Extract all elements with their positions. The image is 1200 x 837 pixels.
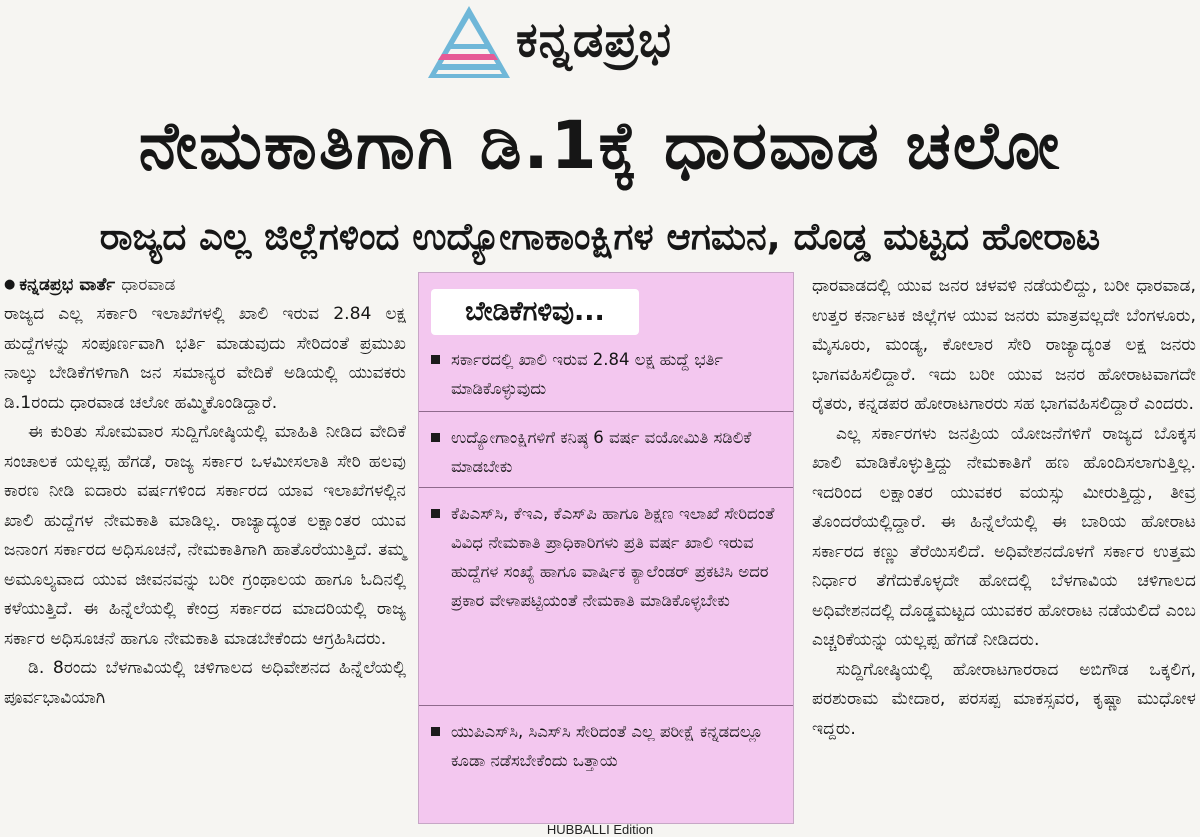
- demands-title: ಬೇಡಿಕೆಗಳಿವು...: [431, 289, 639, 335]
- article-paragraph: ರಾಜ್ಯದ ಎಲ್ಲ ಸರ್ಕಾರಿ ಇಲಾಖೆಗಳಲ್ಲಿ ಖಾಲಿ ಇರುವ 2.84 ಲಕ್ಷ ಹುದ್ದೆಗಳನ್ನು ಸಂಪೂರ್ಣವಾಗಿ ಭರ್ತಿ ಮಾಡುವುದು ಸೇರಿದಂತೆ ಪ್ರಮುಖ ನಾಲ್ಕು ಬೇಡಿಕೆಗಳಿಗಾಗಿ ಜನ ಸಮಾನ್ಯರ ವೇದಿಕೆ ಅಡಿಯಲ್ಲಿ ಯುವಕರು ಡಿ.1ರಂದು ಧಾರವಾಡ ಚಲೋ ಹಮ್ಮಿಕೊಂಡಿದ್ದಾರೆ.: [4, 304, 406, 413]
- demand-item: [431, 423, 781, 481]
- masthead: [0, 0, 1200, 92]
- subheadline: ರಾಜ್ಯದ ಎಲ್ಲ ಜಿಲ್ಲೆಗಳಿಂದ ಉದ್ಯೋಗಾಕಾಂಕ್ಷಿಗಳ ಆಗಮನ, ದೊಡ್ಡ ಮಟ್ಟದ ಹೋರಾಟ: [99, 215, 1101, 258]
- bullet-icon: ●: [4, 277, 16, 292]
- article-right-column: [812, 272, 1196, 744]
- kannadaprabha-logo-icon: [428, 6, 510, 78]
- byline-place: ಧಾರವಾಡ: [121, 274, 176, 295]
- demand-item: [431, 499, 781, 615]
- demand-text: ಯುಪಿಎಸ್‌ಸಿ, ಸಿಎಸ್‌ಸಿ ಸೇರಿದಂತೆ ಎಲ್ಲ ಪರೀಕ್ಷೆ ಕನ್ನಡದಲ್ಲೂ ಕೂಡಾ ನಡೆಸಬೇಕೆಂದು ಒತ್ತಾಯ: [451, 722, 764, 770]
- demand-text: ಕೆಪಿಎಸ್‌ಸಿ, ಕೆಇಎ, ಕೆಎಸ್‌ಪಿ ಹಾಗೂ ಶಿಕ್ಷಣ ಇಲಾಖೆ ಸೇರಿದಂತೆ ವಿವಿಧ ನೇಮಕಾತಿ ಪ್ರಾಧಿಕಾರಿಗಳು ಪ್ರತಿ ವರ್ಷ ಖಾಲಿ ಇರುವ ಹುದ್ದೆಗಳ ಸಂಖ್ಯೆ ಹಾಗೂ ವಾರ್ಷಿಕ ಕ್ಯಾಲೆಂಡರ್ ಪ್ರಕಟಿಸಿ ಅದರ ಪ್ರಕಾರ ವೇಳಾಪಟ್ಟಿಯಂತೆ ನೇಮಕಾತಿ ಮಾಡಿಕೊಳ್ಳಬೇಕು: [451, 504, 775, 610]
- demand-text: ಸರ್ಕಾರದಲ್ಲಿ ಖಾಲಿ ಇರುವ 2.84 ಲಕ್ಷ ಹುದ್ದೆ ಭರ್ತಿ ಮಾಡಿಕೊಳ್ಳುವುದು: [451, 350, 723, 398]
- byline: [4, 270, 406, 300]
- demand-item: [431, 717, 781, 775]
- demand-text: ಉದ್ಯೋಗಾಂಕ್ಷಿಗಳಿಗೆ ಕನಿಷ್ಠ 6 ವರ್ಷ ವಯೋಮಿತಿ ಸಡಿಲಿಕೆ ಮಾಡಬೇಕು: [451, 428, 752, 476]
- article-paragraph: ಎಲ್ಲ ಸರ್ಕಾರಗಳು ಜನಪ್ರಿಯ ಯೋಜನೆಗಳಿಗೆ ರಾಜ್ಯದ ಬೊಕ್ಕಸ ಖಾಲಿ ಮಾಡಿಕೊಳ್ಳುತ್ತಿದ್ದು ನೇಮಕಾತಿಗೆ ಹಣ ಹೊಂದಿಸಲಾಗುತ್ತಿಲ್ಲ. ಇದರಿಂದ ಲಕ್ಷಾಂತರ ಯುವಕರ ವಯಸ್ಸು ಮೀರುತ್ತಿದ್ದು, ತೀವ್ರ ತೊಂದರೆಯಲ್ಲಿದ್ದಾರೆ. ಈ ಹಿನ್ನೆಲೆಯಲ್ಲಿ ಈ ಬಾರಿಯ ಹೋರಾಟ ಸರ್ಕಾರದ ಕಣ್ಣು ತೆರೆಯಿಸಲಿದೆ. ಅಧಿವೇಶನದೊಳಗೆ ಸರ್ಕಾರ ಉತ್ತಮ ನಿರ್ಧಾರ ತೆಗೆದುಕೊಳ್ಳದೇ ಹೋದಲ್ಲಿ ಬೆಳಗಾವಿಯ ಚಳಿಗಾಲದ ಅಧಿವೇಶನದಲ್ಲಿ ದೊಡ್ಡಮಟ್ಟದ ಯುವಕರ ಹೋರಾಟ ನಡೆಯಲಿದೆ ಎಂಬ ಎಚ್ಚರಿಕೆಯನ್ನು ಯಲ್ಲಪ್ಪ ಹೆಗಡೆ ನೀಡಿದರು.: [812, 423, 1196, 650]
- masthead-title: ಕನ್ನಡಪ್ರಭ: [516, 12, 673, 68]
- divider: [419, 487, 793, 488]
- square-bullet-icon: [431, 433, 440, 442]
- demand-item: [431, 345, 781, 403]
- article-paragraph: ಸುದ್ದಿಗೋಷ್ಠಿಯಲ್ಲಿ ಹೋರಾಟಗಾರರಾದ ಅಬಿಗೌಡ ಒಕ್ಕಲಿಗ, ಪರಶುರಾಮ ಮೇದಾರ, ಪರಸಪ್ಪ ಮಾಕಸ್ಸವರ, ಕೃಷ್ಣಾ ಮುಧೋಳ ಇದ್ದರು.: [812, 659, 1196, 739]
- square-bullet-icon: [431, 727, 440, 736]
- article-paragraph: ಧಾರವಾಡದಲ್ಲಿ ಯುವ ಜನರ ಚಳವಳಿ ನಡೆಯಲಿದ್ದು, ಬರೀ ಧಾರವಾಡ, ಉತ್ತರ ಕರ್ನಾಟಕ ಜಿಲ್ಲೆಗಳ ಯುವ ಜನರು ಮಾತ್ರವಲ್ಲದೇ ಬೆಂಗಳೂರು, ಮೈಸೂರು, ಮಂಡ್ಯ, ಕೋಲಾರ ಸೇರಿ ರಾಜ್ಯಾದ್ಯಂತ ಲಕ್ಷ ಜನರು ಭಾಗವಹಿಸಲಿದ್ದಾರೆ. ಇದು ಬರೀ ಯುವ ಜನರ ಹೋರಾಟವಾಗದೇ ರೈತರು, ಕನ್ನಡಪರ ಹೋರಾಟಗಾರರು ಸಹ ಭಾಗವಹಿಸಲಿದ್ದಾರೆ ಎಂದರು.: [812, 276, 1196, 414]
- divider: [419, 411, 793, 412]
- byline-source: ಕನ್ನಡಪ್ರಭ ವಾರ್ತೆ: [19, 274, 116, 295]
- square-bullet-icon: [431, 509, 440, 518]
- square-bullet-icon: [431, 355, 440, 364]
- article-left-column: [4, 270, 406, 713]
- demands-box: [418, 272, 794, 824]
- article-paragraph: ಈ ಕುರಿತು ಸೋಮವಾರ ಸುದ್ದಿಗೋಷ್ಠಿಯಲ್ಲಿ ಮಾಹಿತಿ ನೀಡಿದ ವೇದಿಕೆ ಸಂಚಾಲಕ ಯಲ್ಲಪ್ಪ ಹೆಗಡೆ, ರಾಜ್ಯ ಸರ್ಕಾರ ಒಳಮೀಸಲಾತಿ ಸೇರಿ ಹಲವು ಕಾರಣ ನೀಡಿ ಐದಾರು ವರ್ಷಗಳಿಂದ ಸರ್ಕಾರದ ಯಾವ ಇಲಾಖೆಗಳಲ್ಲಿನ ಖಾಲಿ ಹುದ್ದೆಗಳ ನೇಮಕಾತಿ ಮಾಡಿಲ್ಲ. ರಾಜ್ಯಾದ್ಯಂತ ಲಕ್ಷಾಂತರ ಯುವ ಜನಾಂಗ ಸರ್ಕಾರದ ಅಧಿಸೂಚನೆ, ನೇಮಕಾತಿಗಾಗಿ ಹಾತೊರೆಯುತ್ತಿದೆ. ತಮ್ಮ ಅಮೂಲ್ಯವಾದ ಯುವ ಜೀವನವನ್ನು ಬರೀ ಗ್ರಂಥಾಲಯ ಹಾಗೂ ಓದಿನಲ್ಲಿ ಕಳೆಯುತ್ತಿದೆ. ಈ ಹಿನ್ನೆಲೆಯಲ್ಲಿ ಕೇಂದ್ರ ಸರ್ಕಾರದ ಮಾದರಿಯಲ್ಲಿ ರಾಜ್ಯ ಸರ್ಕಾರ ಅಧಿಸೂಚನೆ ಹಾಗೂ ನೇಮಕಾತಿ ಮಾಡಬೇಕೆಂದು ಆಗ್ರಹಿಸಿದರು.: [4, 422, 406, 649]
- headline: ನೇಮಕಾತಿಗಾಗಿ ಡಿ.1ಕ್ಕೆ ಧಾರವಾಡ ಚಲೋ: [138, 107, 1062, 184]
- divider: [419, 705, 793, 706]
- article-paragraph: ಡಿ. 8ರಂದು ಬೆಳಗಾವಿಯಲ್ಲಿ ಚಳಿಗಾಲದ ಅಧಿವೇಶನದ ಹಿನ್ನೆಲೆಯಲ್ಲಿ ಪೂರ್ವಭಾವಿಯಾಗಿ: [4, 658, 406, 708]
- edition-label: HUBBALLI Edition: [546, 822, 654, 837]
